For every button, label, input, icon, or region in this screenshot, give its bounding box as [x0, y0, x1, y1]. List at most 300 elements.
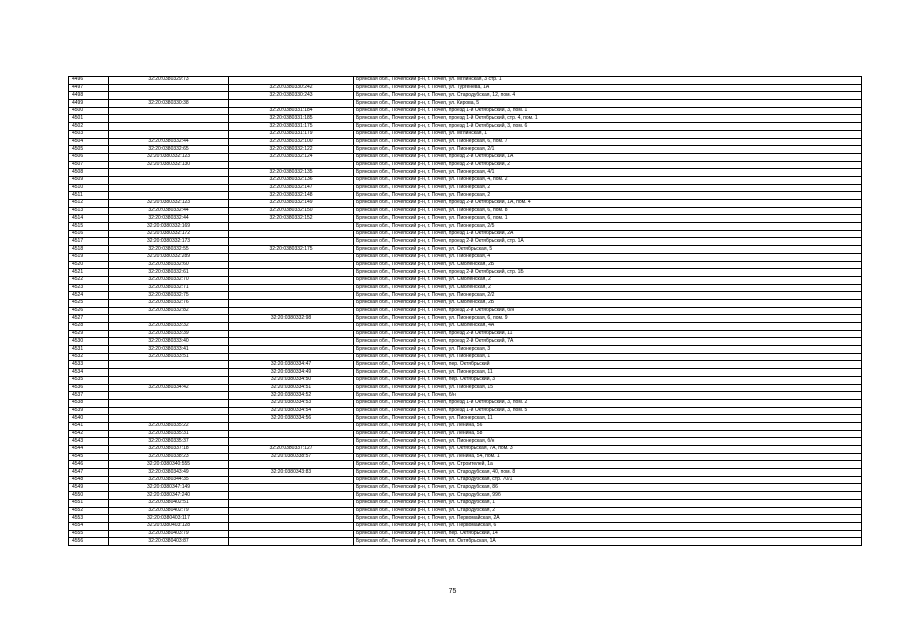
table-row [69, 392, 862, 400]
row-number-cell: 4540 [69, 415, 109, 423]
row-number-cell: 4541 [69, 422, 109, 430]
address-cell: Брянская обл., Почепский р-н, г. Почеп, ул. Октябрьская, 7А, пом. 3 [354, 446, 862, 454]
row-number-cell: 4519 [69, 253, 109, 261]
cadastral-number-cell: 32:20:0380403:79 [109, 530, 229, 538]
object-cadastral-number-cell: 32:20:0380334:54 [229, 407, 354, 415]
address-cell: Брянская обл., Почепский р-н, г. Почеп, ул. Пионерская, 4 [354, 253, 862, 261]
table-row [69, 153, 862, 161]
cadastral-number-cell [109, 107, 229, 115]
address-cell: Брянская обл., Почепский р-н, г. Почеп, ул. Ленина, 58 [354, 430, 862, 438]
table-row [69, 115, 862, 123]
cadastral-number-cell: 32:20:0380332:289 [109, 253, 229, 261]
row-number-cell: 4514 [69, 215, 109, 223]
cadastral-number-cell: 32:20:0380402:51 [109, 499, 229, 507]
table-row [69, 130, 862, 138]
table-row [69, 261, 862, 269]
object-cadastral-number-cell: 32:20:0380337:127 [229, 446, 354, 454]
object-cadastral-number-cell: 32:20:0380334:51 [229, 384, 354, 392]
table-row [69, 323, 862, 331]
table-row [69, 515, 862, 523]
object-cadastral-number-cell: 32:20:0380332:175 [229, 246, 354, 254]
address-cell: Брянская обл., Почепский р-н, г. Почеп, ул. Пионерская, 4/1 [354, 169, 862, 177]
address-cell: Брянская обл., Почепский р-н, г. Почеп, ул. Стародубская, 86 [354, 484, 862, 492]
row-number-cell: 4517 [69, 238, 109, 246]
object-cadastral-number-cell [229, 515, 354, 523]
cadastral-number-cell: 32:20:0380332:65 [109, 146, 229, 154]
cadastral-number-cell: 32:20:0380333:51 [109, 353, 229, 361]
row-number-cell: 4499 [69, 100, 109, 108]
address-cell: Брянская обл., Почепский р-н, г. Почеп, ул. Стародубская, 40, пом. 8 [354, 469, 862, 477]
row-number-cell: 4532 [69, 353, 109, 361]
table-row [69, 399, 862, 407]
cadastral-number-cell [109, 415, 229, 423]
object-cadastral-number-cell: 32:20:0380334:47 [229, 361, 354, 369]
row-number-cell: 4513 [69, 207, 109, 215]
row-number-cell: 4501 [69, 115, 109, 123]
row-number-cell: 4529 [69, 330, 109, 338]
address-cell: Брянская обл., Почепский р-н, г. Почеп, проезд 1-й Октябрьский, 3, пом. 2 [354, 399, 862, 407]
row-number-cell: 4536 [69, 384, 109, 392]
address-cell: Брянская обл., Почепский р-н, г. Почеп, ул. Стародубская, стр. 70/1 [354, 476, 862, 484]
cadastral-number-cell: 32:20:0380332:123 [109, 153, 229, 161]
table-row [69, 146, 862, 154]
cadastral-number-cell: 32:20:0380332:44 [109, 138, 229, 146]
table-row [69, 530, 862, 538]
table-row [69, 230, 862, 238]
object-cadastral-number-cell [229, 230, 354, 238]
cadastral-number-cell: 32:20:0380334:42 [109, 384, 229, 392]
cadastral-number-cell: 32:20:0380332:169 [109, 223, 229, 231]
object-cadastral-number-cell [229, 323, 354, 331]
address-cell: Брянская обл., Почепский р-н, г. Почеп, ул. Октябрьская, 5 [354, 246, 862, 254]
cadastral-number-cell: 32:20:0380329:73 [109, 77, 229, 85]
cadastral-number-cell: 32:20:0380332:173 [109, 238, 229, 246]
table-row [69, 238, 862, 246]
cadastral-number-cell [109, 376, 229, 384]
address-cell: Брянская обл., Почепский р-н, г. Почеп, проезд 2-й Октябрьский, 1А, пом. 4 [354, 200, 862, 208]
table-row [69, 346, 862, 354]
row-number-cell: 4504 [69, 138, 109, 146]
table-row [69, 522, 862, 530]
object-cadastral-number-cell: 32:20:0380334:50 [229, 376, 354, 384]
cadastral-number-cell [109, 84, 229, 92]
table-row [69, 315, 862, 323]
address-cell: Брянская обл., Почепский р-н, г. Почеп, ул. Первомайская, 2А [354, 515, 862, 523]
row-number-cell: 4510 [69, 184, 109, 192]
row-number-cell: 4531 [69, 346, 109, 354]
row-number-cell: 4545 [69, 453, 109, 461]
object-cadastral-number-cell [229, 284, 354, 292]
row-number-cell: 4521 [69, 269, 109, 277]
object-cadastral-number-cell [229, 223, 354, 231]
object-cadastral-number-cell [229, 161, 354, 169]
row-number-cell: 4533 [69, 361, 109, 369]
address-cell: Брянская обл., Почепский р-н, г. Почеп, проезд 1-й Октябрьский, 2А [354, 230, 862, 238]
row-number-cell: 4551 [69, 499, 109, 507]
address-cell: Брянская обл., Почепский р-н, г. Почеп, ул. Смоленская, 2Б [354, 299, 862, 307]
table-row [69, 430, 862, 438]
object-cadastral-number-cell [229, 430, 354, 438]
object-cadastral-number-cell [229, 238, 354, 246]
address-cell: Брянская обл., Почепский р-н, г. Почеп, б/н [354, 392, 862, 400]
object-cadastral-number-cell: 32:20:0380332:100 [229, 138, 354, 146]
table-row [69, 223, 862, 231]
object-cadastral-number-cell: 32:20:0380332:150 [229, 207, 354, 215]
object-cadastral-number-cell: 32:20:0380334:56 [229, 415, 354, 423]
row-number-cell: 4539 [69, 407, 109, 415]
row-number-cell: 4524 [69, 292, 109, 300]
object-cadastral-number-cell [229, 338, 354, 346]
object-cadastral-number-cell [229, 346, 354, 354]
registry-table-body [69, 77, 862, 546]
table-row [69, 299, 862, 307]
object-cadastral-number-cell: 32:20:0380331:175 [229, 123, 354, 131]
cadastral-number-cell: 32:20:0380343:49 [109, 469, 229, 477]
address-cell: Брянская обл., Почепский р-н, г. Почеп, ул. Мглинская, 1 [354, 130, 862, 138]
cadastral-number-cell [109, 192, 229, 200]
address-cell: Брянская обл., Почепский р-н, г. Почеп, ул. Пионерская, 15 [354, 384, 862, 392]
cadastral-number-cell [109, 361, 229, 369]
object-cadastral-number-cell: 32:20:0380332:136 [229, 176, 354, 184]
object-cadastral-number-cell: 32:20:0380332:98 [229, 315, 354, 323]
object-cadastral-number-cell [229, 353, 354, 361]
cadastral-number-cell [109, 92, 229, 100]
table-row [69, 84, 862, 92]
object-cadastral-number-cell: 32:20:0380334:49 [229, 369, 354, 377]
table-row [69, 100, 862, 108]
row-number-cell: 4548 [69, 476, 109, 484]
table-row [69, 169, 862, 177]
table-row [69, 192, 862, 200]
row-number-cell: 4502 [69, 123, 109, 131]
row-number-cell: 4503 [69, 130, 109, 138]
address-cell: Брянская обл., Почепский р-н, г. Почеп, ул. Смоленская, 2 [354, 284, 862, 292]
cadastral-number-cell: 32:20:0380332:70 [109, 276, 229, 284]
row-number-cell: 4498 [69, 92, 109, 100]
row-number-cell: 4522 [69, 276, 109, 284]
object-cadastral-number-cell: 32:20:0380331:184 [229, 107, 354, 115]
row-number-cell: 4509 [69, 176, 109, 184]
row-number-cell: 4500 [69, 107, 109, 115]
table-row [69, 499, 862, 507]
cadastral-number-cell: 32:20:0380333:41 [109, 346, 229, 354]
object-cadastral-number-cell [229, 253, 354, 261]
cadastral-number-cell [109, 407, 229, 415]
cadastral-number-cell: 32:20:0380338:23 [109, 453, 229, 461]
row-number-cell: 4508 [69, 169, 109, 177]
cadastral-number-cell: 32:20:0380403:117 [109, 515, 229, 523]
row-number-cell: 4550 [69, 492, 109, 500]
table-row [69, 207, 862, 215]
cadastral-number-cell: 32:20:0380402:79 [109, 507, 229, 515]
table-row [69, 246, 862, 254]
cadastral-number-cell: 32:20:0380337:18 [109, 446, 229, 454]
row-number-cell: 4526 [69, 307, 109, 315]
address-cell: Брянская обл., Почепский р-н, г. Почеп, ул. Ленина, 56 [354, 422, 862, 430]
row-number-cell: 4538 [69, 399, 109, 407]
cadastral-number-cell: 32:20:0380347:240 [109, 492, 229, 500]
address-cell: Брянская обл., Почепский р-н, г. Почеп, ул. Смоленская, 2Б [354, 261, 862, 269]
address-cell: Брянская обл., Почепский р-н, г. Почеп, ул. Стародубская, 99б [354, 492, 862, 500]
row-number-cell: 4554 [69, 522, 109, 530]
object-cadastral-number-cell [229, 77, 354, 85]
address-cell: Брянская обл., Почепский р-н, г. Почеп, пер. Октябрьский [354, 361, 862, 369]
address-cell: Брянская обл., Почепский р-н, г. Почеп, проезд 1-й Октябрьский, стр. 4, пом. 1 [354, 115, 862, 123]
cadastral-number-cell: 32:20:0380333:40 [109, 338, 229, 346]
address-cell: Брянская обл., Почепский р-н, г. Почеп, ул. Пионерская, 2/2 [354, 292, 862, 300]
table-row [69, 107, 862, 115]
object-cadastral-number-cell: 32:20:0380332:147 [229, 184, 354, 192]
row-number-cell: 4523 [69, 284, 109, 292]
cadastral-number-cell: 32:20:0380333:32 [109, 323, 229, 331]
address-cell: Брянская обл., Почепский р-н, г. Почеп, ул. Пионерская, 1 [354, 353, 862, 361]
object-cadastral-number-cell [229, 330, 354, 338]
cadastral-number-cell [109, 315, 229, 323]
table-row [69, 415, 862, 423]
table-row [69, 361, 862, 369]
row-number-cell: 4537 [69, 392, 109, 400]
table-row [69, 184, 862, 192]
address-cell: Брянская обл., Почепский р-н, г. Почеп, пл. Октябрьская, 1А [354, 538, 862, 546]
address-cell: Брянская обл., Почепский р-н, г. Почеп, ул. Пионерская, 4, пом. 2 [354, 176, 862, 184]
object-cadastral-number-cell [229, 299, 354, 307]
object-cadastral-number-cell [229, 292, 354, 300]
cadastral-number-cell: 32:20:0380332:172 [109, 230, 229, 238]
cadastral-number-cell: 32:20:0380335:37 [109, 438, 229, 446]
address-cell: Брянская обл., Почепский р-н, г. Почеп, пер. Октябрьский, 3 [354, 376, 862, 384]
table-row [69, 200, 862, 208]
row-number-cell: 4549 [69, 484, 109, 492]
cadastral-number-cell: 32:20:0380347:149 [109, 484, 229, 492]
row-number-cell: 4512 [69, 200, 109, 208]
row-number-cell: 4511 [69, 192, 109, 200]
address-cell: Брянская обл., Почепский р-н, г. Почеп, ул. Пионерская, 2/5 [354, 223, 862, 231]
object-cadastral-number-cell [229, 538, 354, 546]
table-row [69, 407, 862, 415]
table-row [69, 438, 862, 446]
object-cadastral-number-cell: 32:20:0380331:185 [229, 115, 354, 123]
table-row [69, 446, 862, 454]
cadastral-number-cell [109, 123, 229, 131]
table-row [69, 369, 862, 377]
address-cell: Брянская обл., Почепский р-н, г. Почеп, ул. Пионерская, 2 [354, 192, 862, 200]
row-number-cell: 4534 [69, 369, 109, 377]
table-row [69, 338, 862, 346]
address-cell: Брянская обл., Почепский р-н, г. Почеп, проезд 2-й Октябрьский, стр. 1Б [354, 269, 862, 277]
object-cadastral-number-cell [229, 522, 354, 530]
row-number-cell: 4543 [69, 438, 109, 446]
object-cadastral-number-cell: 32:20:0380338:57 [229, 453, 354, 461]
table-row [69, 284, 862, 292]
cadastral-number-cell: 32:20:0380332:44 [109, 215, 229, 223]
address-cell: Брянская обл., Почепский р-н, г. Почеп, пер. Октябрьский, 14 [354, 530, 862, 538]
address-cell: Брянская обл., Почепский р-н, г. Почеп, ул. Пионерская, 6, пом. 8 [354, 207, 862, 215]
address-cell: Брянская обл., Почепский р-н, г. Почеп, ул. Пионерская, 11 [354, 415, 862, 423]
row-number-cell: 4547 [69, 469, 109, 477]
object-cadastral-number-cell [229, 422, 354, 430]
table-row [69, 269, 862, 277]
address-cell: Брянская обл., Почепский р-н, г. Почеп, проезд 2-й Октябрьский, 1А [354, 153, 862, 161]
table-row [69, 253, 862, 261]
object-cadastral-number-cell [229, 476, 354, 484]
object-cadastral-number-cell: 32:20:0380332:135 [229, 169, 354, 177]
object-cadastral-number-cell [229, 484, 354, 492]
address-cell: Брянская обл., Почепский р-н, г. Почеп, проезд 1-й Октябрьский, 3, пом. 5 [354, 407, 862, 415]
object-cadastral-number-cell [229, 438, 354, 446]
address-cell: Брянская обл., Почепский р-н, г. Почеп, ул. Пионерская, б/н [354, 438, 862, 446]
table-row [69, 330, 862, 338]
address-cell: Брянская обл., Почепский р-н, г. Почеп, ул. Пионерская, 3 [354, 346, 862, 354]
object-cadastral-number-cell [229, 261, 354, 269]
cadastral-number-cell [109, 115, 229, 123]
row-number-cell: 4518 [69, 246, 109, 254]
object-cadastral-number-cell: 32:20:0380332:124 [229, 153, 354, 161]
table-row [69, 476, 862, 484]
address-cell: Брянская обл., Почепский р-н, г. Почеп, ул. Ленина, 54, пом. 1 [354, 453, 862, 461]
row-number-cell: 4506 [69, 153, 109, 161]
row-number-cell: 4525 [69, 299, 109, 307]
cadastral-number-cell: 32:20:0380332:71 [109, 284, 229, 292]
object-cadastral-number-cell: 32:20:0380343:83 [229, 469, 354, 477]
table-row [69, 292, 862, 300]
table-row [69, 307, 862, 315]
address-cell: Брянская обл., Почепский р-н, г. Почеп, проезд 2-й Октябрьский, 7А [354, 338, 862, 346]
row-number-cell: 4542 [69, 430, 109, 438]
address-cell: Брянская обл., Почепский р-н, г. Почеп, ул. Первомайская, 6 [354, 522, 862, 530]
table-row [69, 161, 862, 169]
cadastral-number-cell: 32:20:0380330:38 [109, 100, 229, 108]
row-number-cell: 4535 [69, 376, 109, 384]
cadastral-number-cell: 32:20:0380332:55 [109, 246, 229, 254]
object-cadastral-number-cell [229, 100, 354, 108]
address-cell: Брянская обл., Почепский р-н, г. Почеп, ул. Мглинская, 3 стр. 1 [354, 77, 862, 85]
cadastral-number-cell: 32:20:0380340:555 [109, 461, 229, 469]
address-cell: Брянская обл., Почепский р-н, г. Почеп, ул. Пионерская, 6, пом. 7 [354, 138, 862, 146]
table-row [69, 538, 862, 546]
row-number-cell: 4505 [69, 146, 109, 154]
table-row [69, 215, 862, 223]
row-number-cell: 4527 [69, 315, 109, 323]
object-cadastral-number-cell [229, 492, 354, 500]
object-cadastral-number-cell [229, 499, 354, 507]
object-cadastral-number-cell: 32:20:0380334:52 [229, 392, 354, 400]
cadastral-number-cell [109, 399, 229, 407]
row-number-cell: 4552 [69, 507, 109, 515]
object-cadastral-number-cell [229, 507, 354, 515]
address-cell: Брянская обл., Почепский р-н, г. Почеп, проезд 1-й Октябрьский, 3, пом. 1 [354, 107, 862, 115]
address-cell: Брянская обл., Почепский р-н, г. Почеп, ул. Пионерская, 2/1 [354, 146, 862, 154]
address-cell: Брянская обл., Почепский р-н, г. Почеп, ул. Стародубская, 1 [354, 499, 862, 507]
cadastral-number-cell [109, 369, 229, 377]
object-cadastral-number-cell: 32:20:0380330:243 [229, 92, 354, 100]
table-row [69, 507, 862, 515]
object-cadastral-number-cell: 32:20:0380332:149 [229, 200, 354, 208]
address-cell: Брянская обл., Почепский р-н, г. Почеп, ул. Строителей, 1а [354, 461, 862, 469]
table-row [69, 77, 862, 85]
row-number-cell: 4497 [69, 84, 109, 92]
address-cell: Брянская обл., Почепский р-н, г. Почеп, ул. Кирова, 5 [354, 100, 862, 108]
object-cadastral-number-cell: 32:20:0380331:179 [229, 130, 354, 138]
cadastral-number-cell: 32:20:0380333:39 [109, 330, 229, 338]
address-cell: Брянская обл., Почепский р-н, г. Почеп, проезд 1-й Октябрьский, 3, пом. 6 [354, 123, 862, 131]
cadastral-number-cell [109, 392, 229, 400]
cadastral-number-cell [109, 184, 229, 192]
cadastral-number-cell: 32:20:0380332:76 [109, 299, 229, 307]
address-cell: Брянская обл., Почепский р-н, г. Почеп, проезд 2-й Октябрьский, стр. 1А [354, 238, 862, 246]
row-number-cell: 4515 [69, 223, 109, 231]
table-row [69, 469, 862, 477]
object-cadastral-number-cell [229, 269, 354, 277]
object-cadastral-number-cell: 32:20:0380332:122 [229, 146, 354, 154]
table-row [69, 484, 862, 492]
page-number: 75 [448, 588, 457, 595]
row-number-cell: 4496 [69, 77, 109, 85]
cadastral-number-cell: 32:20:0380332:75 [109, 292, 229, 300]
cadastral-number-cell [109, 130, 229, 138]
address-cell: Брянская обл., Почепский р-н, г. Почеп, ул. Стародубская, 2 [354, 507, 862, 515]
cadastral-number-cell [109, 169, 229, 177]
table-row [69, 276, 862, 284]
address-cell: Брянская обл., Почепский р-н, г. Почеп, проезд 2-й Октябрьский, 2 [354, 161, 862, 169]
table-row [69, 92, 862, 100]
cadastral-number-cell: 32:20:0380335:22 [109, 422, 229, 430]
row-number-cell: 4507 [69, 161, 109, 169]
row-number-cell: 4555 [69, 530, 109, 538]
object-cadastral-number-cell: 32:20:0380330:242 [229, 84, 354, 92]
object-cadastral-number-cell [229, 276, 354, 284]
table-row [69, 422, 862, 430]
cadastral-number-cell: 32:20:0380332:60 [109, 261, 229, 269]
row-number-cell: 4556 [69, 538, 109, 546]
address-cell: Брянская обл., Почепский р-н, г. Почеп, проезд 2-й Октябрьский, б/н [354, 307, 862, 315]
address-cell: Брянская обл., Почепский р-н, г. Почеп, проезд 2-й Октябрьский, 11 [354, 330, 862, 338]
cadastral-number-cell: 32:20:0380403:128 [109, 522, 229, 530]
row-number-cell: 4553 [69, 515, 109, 523]
address-cell: Брянская обл., Почепский р-н, г. Почеп, ул. Смоленская, 2 [354, 276, 862, 284]
cadastral-number-cell: 32:20:0380332:130 [109, 161, 229, 169]
table-row [69, 492, 862, 500]
address-cell: Брянская обл., Почепский р-н, г. Почеп, ул. Пионерская, 11 [354, 369, 862, 377]
cadastral-number-cell [109, 176, 229, 184]
cadastral-number-cell: 32:20:0380332:123 [109, 200, 229, 208]
object-cadastral-number-cell: 32:20:0380332:152 [229, 215, 354, 223]
object-cadastral-number-cell [229, 307, 354, 315]
cadastral-number-cell: 32:20:0380332:44 [109, 207, 229, 215]
table-row [69, 376, 862, 384]
address-cell: Брянская обл., Почепский р-н, г. Почеп, ул. Тургенева, 1А [354, 84, 862, 92]
object-cadastral-number-cell: 32:20:0380332:148 [229, 192, 354, 200]
cadastral-number-cell: 32:20:0380403:87 [109, 538, 229, 546]
table-row [69, 353, 862, 361]
table-row [69, 461, 862, 469]
address-cell: Брянская обл., Почепский р-н, г. Почеп, ул. Пионерская, 2 [354, 184, 862, 192]
object-cadastral-number-cell: 32:20:0380334:53 [229, 399, 354, 407]
cadastral-number-cell: 32:20:0380332:82 [109, 307, 229, 315]
cadastral-number-cell: 32:20:0380344:35 [109, 476, 229, 484]
row-number-cell: 4516 [69, 230, 109, 238]
cadastral-number-cell: 32:20:0380332:61 [109, 269, 229, 277]
table-row [69, 123, 862, 131]
address-cell: Брянская обл., Почепский р-н, г. Почеп, ул. Пионерская, 6, пом. 1 [354, 215, 862, 223]
table-row [69, 138, 862, 146]
cadastral-number-cell: 32:20:0380335:31 [109, 430, 229, 438]
row-number-cell: 4528 [69, 323, 109, 331]
registry-table [68, 76, 862, 546]
table-row [69, 384, 862, 392]
table-row [69, 176, 862, 184]
address-cell: Брянская обл., Почепский р-н, г. Почеп, ул. Стародубская, 12, пом. 4 [354, 92, 862, 100]
object-cadastral-number-cell [229, 461, 354, 469]
